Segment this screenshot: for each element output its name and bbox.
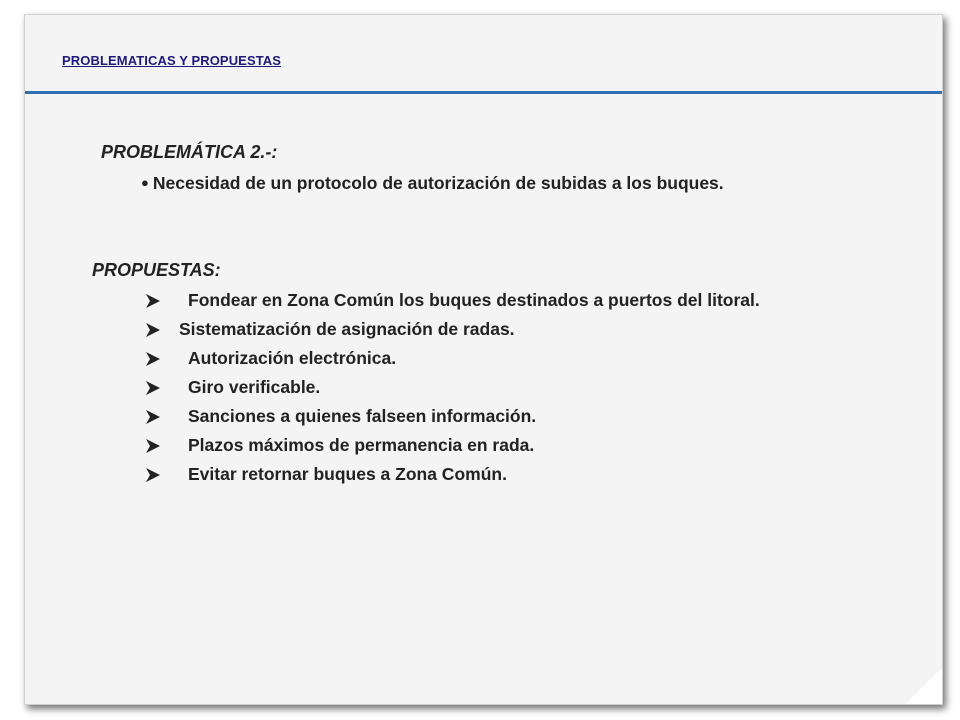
proposal-item-text: Sistematización de asignación de radas.	[179, 319, 515, 339]
proposal-item-text: Evitar retornar buques a Zona Común.	[188, 464, 507, 484]
arrow-bullet-icon	[144, 466, 162, 484]
slide	[24, 14, 943, 705]
proposal-item	[144, 431, 760, 460]
header-divider	[25, 91, 942, 94]
arrow-bullet-icon	[144, 408, 162, 426]
proposal-item	[144, 373, 760, 402]
slide-header-label: PROBLEMATICAS Y PROPUESTAS	[62, 53, 282, 68]
proposal-item-text: Fondear en Zona Común los buques destinados a puertos del litoral.	[188, 290, 760, 310]
proposal-item	[144, 286, 760, 315]
proposal-item	[144, 344, 760, 373]
problem-bullet-text: Necesidad de un protocolo de autorización de subidas a los buques.	[152, 173, 724, 193]
proposal-item-text: Autorización electrónica.	[188, 348, 397, 368]
proposal-item	[144, 315, 760, 344]
arrow-bullet-icon	[144, 350, 162, 368]
problem-heading: PROBLEMÁTICA 2.-:	[101, 142, 278, 162]
proposal-item-text: Plazos máximos de permanencia en rada.	[188, 435, 535, 455]
bullet-dot-icon: ●	[141, 175, 149, 190]
proposal-item	[144, 402, 760, 431]
arrow-bullet-icon	[144, 437, 162, 455]
proposal-item-text: Sanciones a quienes falseen información.	[188, 406, 537, 426]
arrow-bullet-icon	[144, 292, 162, 310]
problem-bullet	[141, 173, 724, 194]
proposal-list	[144, 286, 760, 489]
proposals-heading: PROPUESTAS:	[92, 260, 221, 280]
arrow-bullet-icon	[144, 379, 162, 397]
proposal-item-text: Giro verificable.	[188, 377, 321, 397]
arrow-bullet-icon	[144, 321, 162, 339]
proposal-item	[144, 460, 760, 489]
